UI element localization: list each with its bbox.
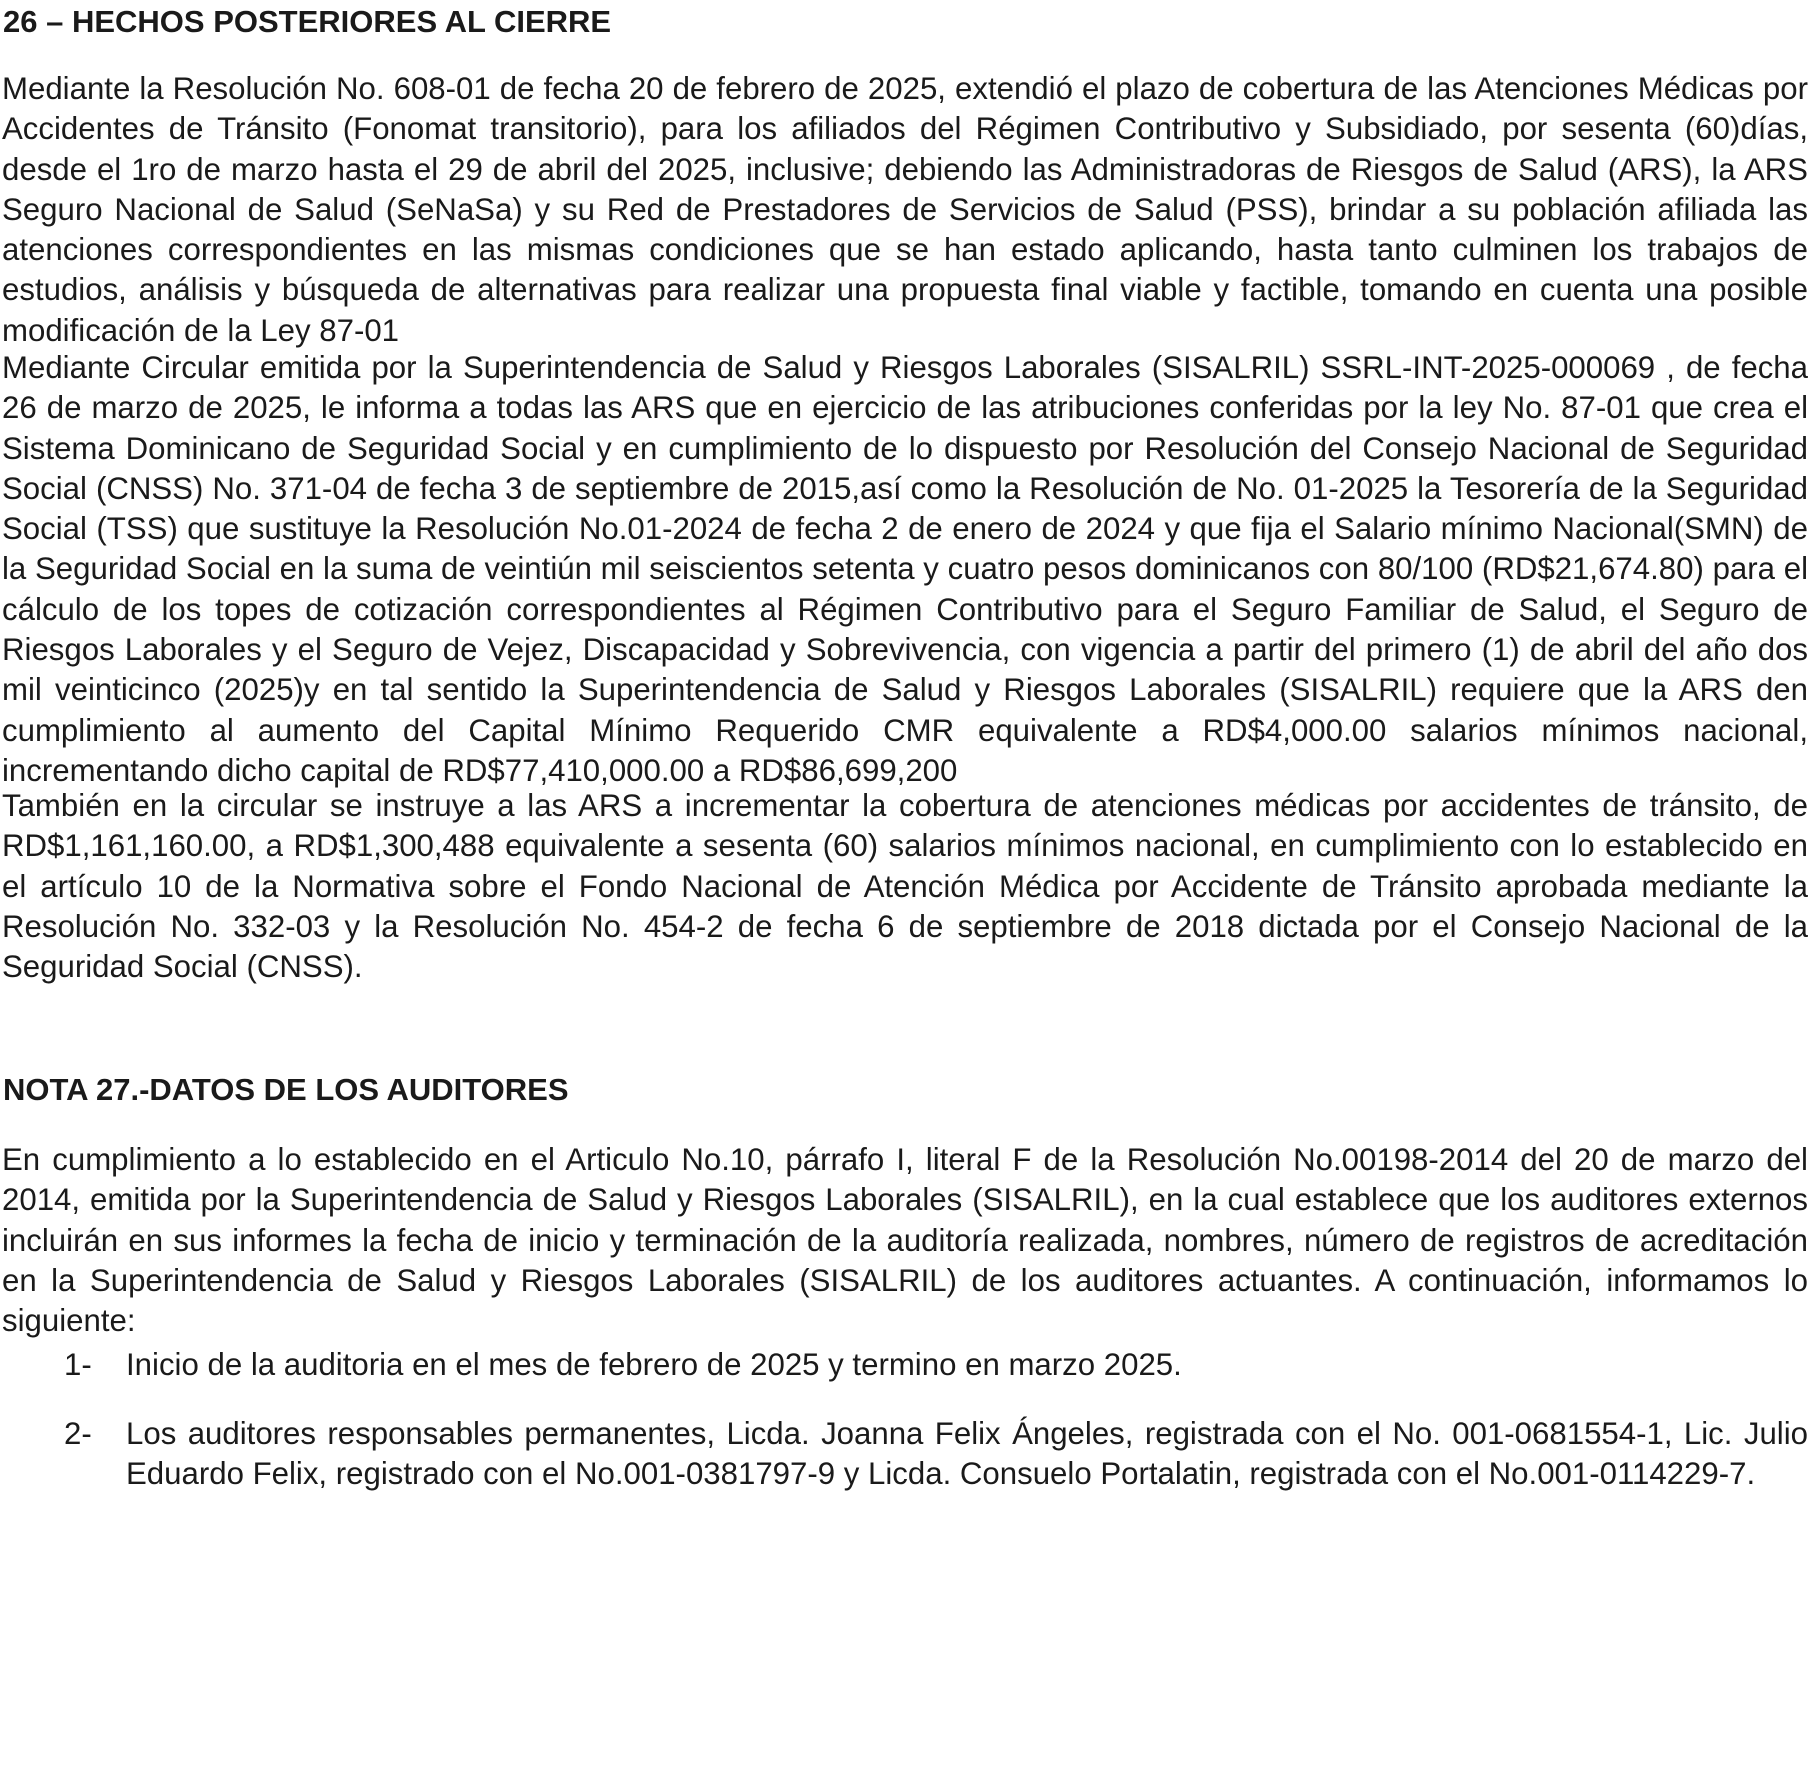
list-item — [64, 1414, 1808, 1495]
section-26-title: 26 – HECHOS POSTERIORES AL CIERRE — [3, 4, 612, 39]
list-item — [64, 1345, 1808, 1385]
list-item-number: 1- — [64, 1347, 92, 1382]
section-26-paragraph-1: Mediante la Resolución No. 608-01 de fecha 20 de febrero de 2025, extendió el plazo de cobertura de las Atenciones Médicas por Accidentes de Tránsito (Fonomat transitorio), para los afiliados del Régimen Contributivo y Subsidiado, por sesenta (60)días, desde el 1ro de marzo hasta el 29 de abril del 2025, inclusive; debiendo las Administradoras de Riesgos de Salud (ARS), la ARS Seguro Nacional de Salud (SeNaSa) y su Red de Prestadores de Servicios de Salud (PSS), brindar a su población afiliada las atenciones correspondientes en las mismas condiciones que se han estado aplicando, hasta tanto culminen los trabajos de estudios, análisis y búsqueda de alternativas para realizar una propuesta final viable y factible, tomando en cuenta una posible modificación de la Ley 87-01 — [2, 71, 1808, 348]
list-item-text: Inicio de la auditoria en el mes de febrero de 2025 y termino en marzo 2025. — [126, 1347, 1182, 1382]
section-27-paragraph-1: En cumplimiento a lo establecido en el Articulo No.10, párrafo I, literal F de la Resolución No.00198-2014 del 20 de marzo del 2014, emitida por la Superintendencia de Salud y Riesgos Laborales (SISALRIL), en la cual establece que los auditores externos incluirán en sus informes la fecha de inicio y terminación de la auditoría realizada, nombres, número de registros de acreditación en la Superintendencia de Salud y Riesgos Laborales (SISALRIL) de los auditores actuantes. A continuación, informamos lo siguiente: — [2, 1142, 1808, 1339]
list-item-text: Los auditores responsables permanentes, Licda. Joanna Felix Ángeles, registrada con el No. 001-0681554-1, Lic. Julio Eduardo Felix, registrado con el No.001-0381797-9 y Licda. Consuelo Portalatin, registrada con el No.001-0114229-7. — [126, 1416, 1808, 1492]
section-27-title: NOTA 27.-DATOS DE LOS AUDITORES — [3, 1072, 569, 1107]
list-item-number: 2- — [64, 1416, 92, 1451]
section-26-paragraph-2: Mediante Circular emitida por la Superintendencia de Salud y Riesgos Laborales (SISALRIL) SSRL-INT-2025-000069 , de fecha 26 de marzo de 2025, le informa a todas las ARS que en ejercicio de las atribuciones conferidas por la ley No. 87-01 que crea el Sistema Dominicano de Seguridad Social y en cumplimiento de lo dispuesto por Resolución del Consejo Nacional de Seguridad Social (CNSS) No. 371-04 de fecha 3 de septiembre de 2015,así como la Resolución de No. 01-2025 la Tesorería de la Seguridad Social (TSS) que sustituye la Resolución No.01-2024 de fecha 2 de enero de 2024 y que fija el Salario mínimo Nacional(SMN) de la Seguridad Social en la suma de veintiún mil seiscientos setenta y cuatro pesos dominicanos con 80/100 (RD$21,674.80) para el cálculo de los topes de cotización correspondientes al Régimen Contributivo para el Seguro Familiar de Salud, el Seguro de Riesgos Laborales y el Seguro de Vejez, Discapacidad y Sobrevivencia, con vigencia a partir del primero (1) de abril del año dos mil veinticinco (2025)y en tal sentido la Superintendencia de Salud y Riesgos Laborales (SISALRIL) requiere que la ARS den cumplimiento al aumento del Capital Mínimo Requerido CMR equivalente a RD$4,000.00 salarios mínimos nacional, incrementando dicho capital de RD$77,410,000.00 a RD$86,699,200 — [2, 350, 1808, 788]
section-26-paragraph-3: También en la circular se instruye a las ARS a incrementar la cobertura de atenciones médicas por accidentes de tránsito, de RD$1,161,160.00, a RD$1,300,488 equivalente a sesenta (60) salarios mínimos nacional, en cumplimiento con lo establecido en el artículo 10 de la Normativa sobre el Fondo Nacional de Atención Médica por Accidente de Tránsito aprobada mediante la Resolución No. 332-03 y la Resolución No. 454-2 de fecha 6 de septiembre de 2018 dictada por el Consejo Nacional de la Seguridad Social (CNSS). — [2, 788, 1808, 985]
